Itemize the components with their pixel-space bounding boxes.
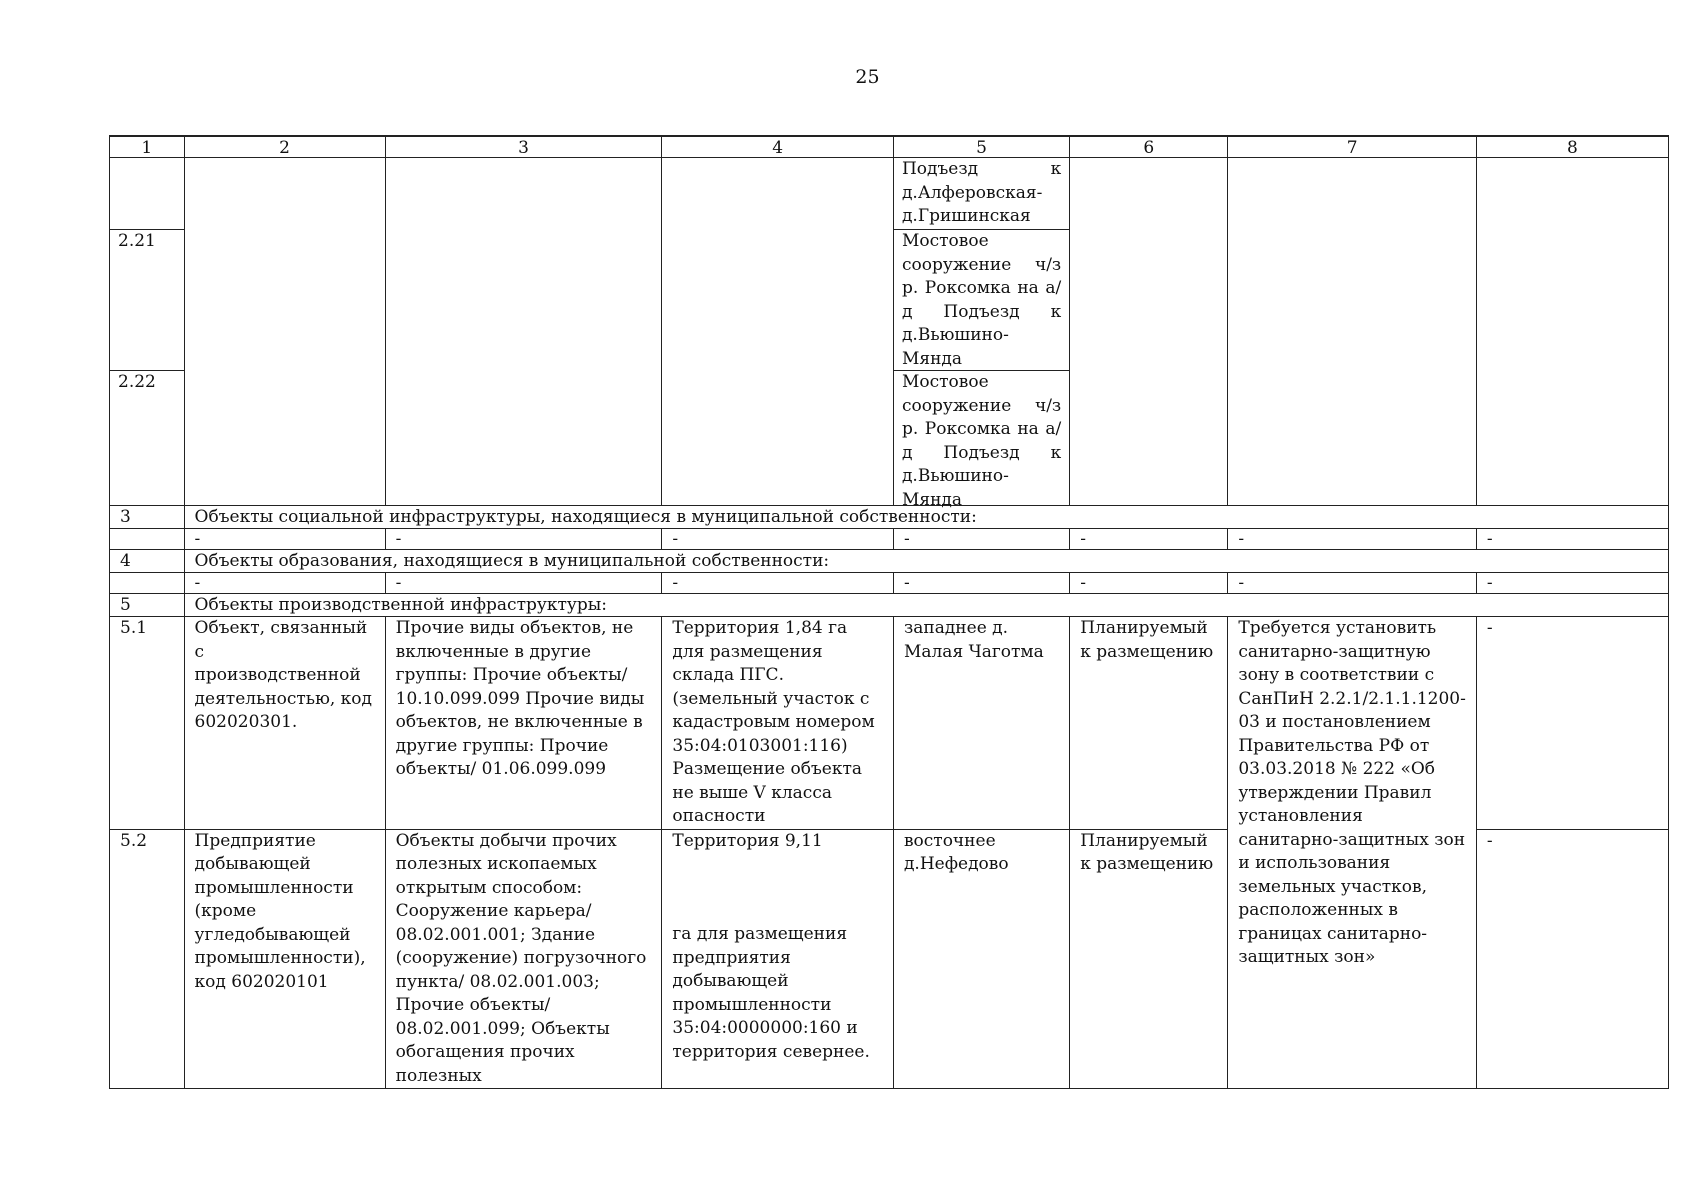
dash-cell: -	[1070, 573, 1228, 594]
dash-cell: -	[1228, 529, 1477, 550]
empty-cell	[1476, 158, 1668, 506]
header-cell: 2	[184, 136, 385, 158]
table-row	[110, 529, 1669, 550]
header-cell: 3	[385, 136, 662, 158]
num-cell	[110, 158, 185, 506]
object-area-line2: га для размещения предприятия добывающей промышленности 35:04:0000000:160 и территория севернее.	[672, 924, 870, 1062]
dash-cell: -	[893, 529, 1069, 550]
dash-cell: -	[385, 573, 662, 594]
dash-cell: -	[662, 573, 894, 594]
empty-cell	[110, 573, 185, 594]
header-cell: 6	[1070, 136, 1228, 158]
table-row	[110, 158, 1669, 506]
table-row	[110, 573, 1669, 594]
section-title: Объекты социальной инфраструктуры, находящиеся в муниципальной собственности:	[184, 506, 1668, 529]
section-number: 3	[110, 506, 185, 529]
dash-cell: -	[1476, 573, 1668, 594]
section-number: 5	[110, 594, 185, 617]
header-cell: 8	[1476, 136, 1668, 158]
object-zone-note: Требуется установить санитарно-защитную зону в соответствии с СанПиН 2.2.1/2.1.1.1200-03 и постановлением Правительства РФ от 03.03.2018 № 222 «Об утверждении Правил установления санитарно-защитных зон и использования земельных участков, расположенных в границах санитарно-защитных зон»	[1228, 617, 1477, 1089]
header-cell: 7	[1228, 136, 1477, 158]
object-name: Мостовое сооружение ч/з р. Роксомка на а/д Подъезд к д.Вьюшино-Мянда	[894, 370, 1069, 505]
object-area-line1: Территория 9,11	[672, 830, 823, 851]
page-number: 25	[855, 66, 880, 88]
dash-cell: -	[1070, 529, 1228, 550]
object-location: западнее д. Малая Чаготма	[893, 617, 1069, 830]
empty-cell	[662, 158, 894, 506]
object-area	[662, 829, 894, 1089]
header-row	[110, 136, 1669, 158]
object-name: Подъезд к д.Алферовская-д.Гришинская	[901, 159, 1062, 226]
row-number: 5.2	[110, 829, 185, 1089]
dash-cell: -	[385, 529, 662, 550]
section-title: Объекты производственной инфраструктуры:	[184, 594, 1668, 617]
section-title: Объекты образования, находящиеся в муниципальной собственности:	[184, 550, 1668, 573]
empty-cell	[385, 158, 662, 506]
object-kind: Прочие виды объектов, не включенные в другие группы: Прочие объекты/ 10.10.099.099 Прочие виды объектов, не включенные в другие группы: Прочие объекты/ 01.06.099.099	[385, 617, 662, 830]
object-type: Объект, связанный с производственной деятельностью, код 602020301.	[184, 617, 385, 830]
object-status: Планируемый к размещению	[1070, 617, 1228, 830]
object-name-cell	[893, 158, 1069, 510]
dash-cell: -	[1476, 529, 1668, 550]
object-note: -	[1476, 617, 1668, 830]
section-row	[110, 550, 1669, 573]
section-number: 4	[110, 550, 185, 573]
table-row	[110, 617, 1669, 830]
empty-cell	[1228, 158, 1477, 506]
dash-cell: -	[662, 529, 894, 550]
row-number: 2.22	[110, 370, 184, 505]
object-location: восточнее д.Нефедово	[893, 829, 1069, 1089]
object-type: Предприятие добывающей промышленности (кроме угледобывающей промышленности), код 602020101	[184, 829, 385, 1089]
object-status: Планируемый к размещению	[1070, 829, 1228, 1089]
dash-cell: -	[1228, 573, 1477, 594]
header-cell: 4	[662, 136, 894, 158]
empty-cell	[1070, 158, 1228, 506]
object-note: -	[1476, 829, 1668, 1089]
dash-cell: -	[184, 573, 385, 594]
dash-cell: -	[893, 573, 1069, 594]
header-cell: 1	[110, 136, 185, 158]
row-number: 2.21	[110, 229, 184, 370]
section-row	[110, 594, 1669, 617]
object-kind: Объекты добычи прочих полезных ископаемых открытым способом: Сооружение карьера/ 08.02.001.001; Здание (сооружение) погрузочного пункта/ 08.02.001.003; Прочие объекты/ 08.02.001.099; Объекты обогащения прочих полезных	[385, 829, 662, 1089]
dash-cell: -	[184, 529, 385, 550]
object-name: Мостовое сооружение ч/з р. Роксомка на а/д Подъезд к д.Вьюшино-Мянда	[894, 229, 1069, 370]
object-area: Территория 1,84 га для размещения склада ПГС. (земельный участок с кадастровым номером 35:04:0103001:116) Размещение объекта не выше V класса опасности	[662, 617, 894, 830]
section-row	[110, 506, 1669, 529]
row-number: 5.1	[110, 617, 185, 830]
empty-cell	[184, 158, 385, 506]
register-table	[109, 135, 1669, 1089]
empty-cell	[110, 529, 185, 550]
header-cell: 5	[893, 136, 1069, 158]
